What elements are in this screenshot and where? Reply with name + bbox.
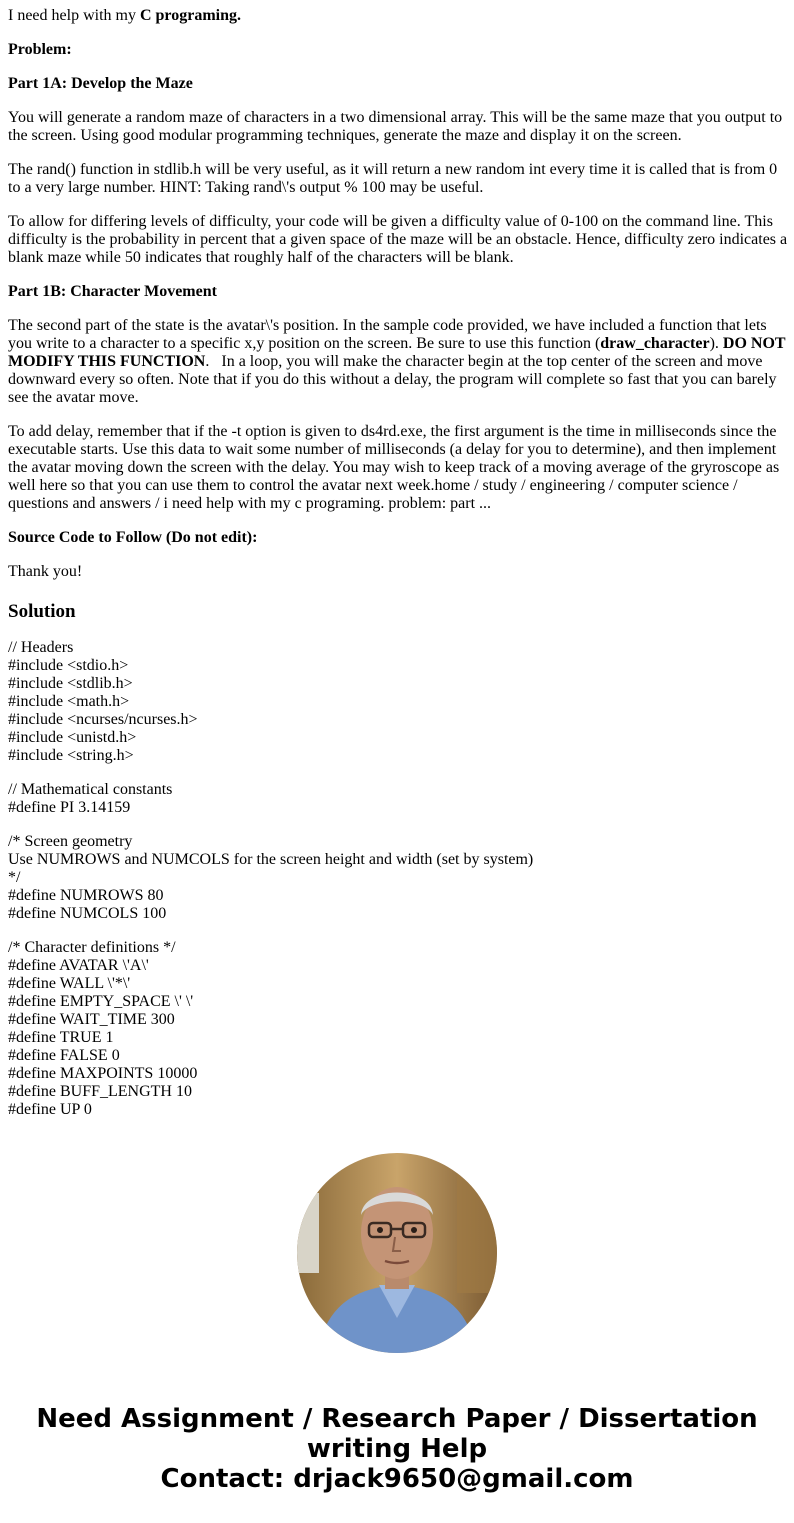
code-line: */ [8,869,21,886]
part1b-paragraph-2: To add delay, remember that if the -t option is given to ds4rd.exe, the first argument is the time in milliseconds since the executable starts. Use this data to wait some number of milliseconds (a delay for you to determine), and then implement the avatar moving down the screen with the delay. You may wish to keep track of a moving average of the gryroscope as well here so that you can use them to control the avatar next week.home / study / engineering / computer science / questions and answers / i need help with my c programing. problem: part ... [8,423,780,512]
code-line: #include <math.h> [8,693,130,710]
code-line: // Mathematical constants [8,781,173,798]
code-line: // Headers [8,639,74,656]
code-block [8,833,788,923]
question-content [8,7,788,1135]
problem-heading: Problem: [8,41,72,58]
part1a-heading: Part 1A: Develop the Maze [8,75,193,92]
part1a-paragraph-3: To allow for differing levels of difficulty, your code will be given a difficulty value of 0-100 on the command line. This difficulty is the probability in percent that a given space of the maze will be an obstacle. Hence, difficulty zero indicates a blank maze while 50 indicates that roughly half of the characters will be blank. [8,213,788,266]
thanks-line: Thank you! [8,563,83,580]
solution-heading: Solution [8,601,76,622]
intro-line: I need help with my C programing. [8,7,242,24]
part1b-heading: Part 1B: Character Movement [8,283,217,300]
part1a-paragraph-1: You will generate a random maze of characters in a two dimensional array. This will be the same maze that you output to the screen. Using good modular programming techniques, generate the maze and display it on the screen. [8,109,783,144]
promo-contact: Contact: drjack9650@gmail.com [160,1464,634,1494]
source-heading: Source Code to Follow (Do not edit): [8,529,258,546]
code-line: #define FALSE 0 [8,1047,120,1064]
code-line: #define UP 0 [8,1101,92,1118]
code-line: /* Character definitions */ [8,939,176,956]
code-line: #define AVATAR \'A\' [8,957,149,974]
code-block [8,781,788,817]
code-line: Use NUMROWS and NUMCOLS for the screen height and width (set by system) [8,851,534,868]
code-line: #define EMPTY_SPACE \' \' [8,993,194,1010]
code-line: #include <unistd.h> [8,729,137,746]
code-line: /* Screen geometry [8,833,133,850]
promo-footer [0,1404,794,1494]
code-line: #define TRUE 1 [8,1029,114,1046]
author-avatar [297,1153,497,1353]
code-line: #include <stdlib.h> [8,675,133,692]
code-line: #include <stdio.h> [8,657,129,674]
code-line: #define NUMROWS 80 [8,887,164,904]
promo-line-2: writing Help [306,1434,488,1464]
part1a-paragraph-2: The rand() function in stdlib.h will be very useful, as it will return a new random int every time it is called that is from 0 to a very large number. HINT: Taking rand\'s output % 100 may be useful. [8,161,778,196]
code-block [8,639,788,765]
promo-line-1: Need Assignment / Research Paper / Dissertation [36,1404,758,1434]
code-line: #define WALL \'*\' [8,975,131,992]
code-block [8,939,788,1119]
code-line: #include <ncurses/ncurses.h> [8,711,198,728]
code-line: #define BUFF_LENGTH 10 [8,1083,192,1100]
code-line: #define MAXPOINTS 10000 [8,1065,198,1082]
code-line: #include <string.h> [8,747,134,764]
code-line: #define WAIT_TIME 300 [8,1011,175,1028]
solution-code [8,639,788,1119]
author-photo-illustration [297,1153,497,1353]
code-line: #define PI 3.14159 [8,799,131,816]
code-line: #define NUMCOLS 100 [8,905,167,922]
part1b-paragraph-1: The second part of the state is the avatar\'s position. In the sample code provided, we have included a function that lets you write to a character to a specific x,y position on the screen. Be sure to use this function (draw_character). DO NOT MODIFY THIS FUNCTION. In a loop, you will make the character begin at the top center of the screen and move downward every so often. Note that if you do this without a delay, the program will complete so fast that you can barely see the avatar move. [8,317,786,406]
